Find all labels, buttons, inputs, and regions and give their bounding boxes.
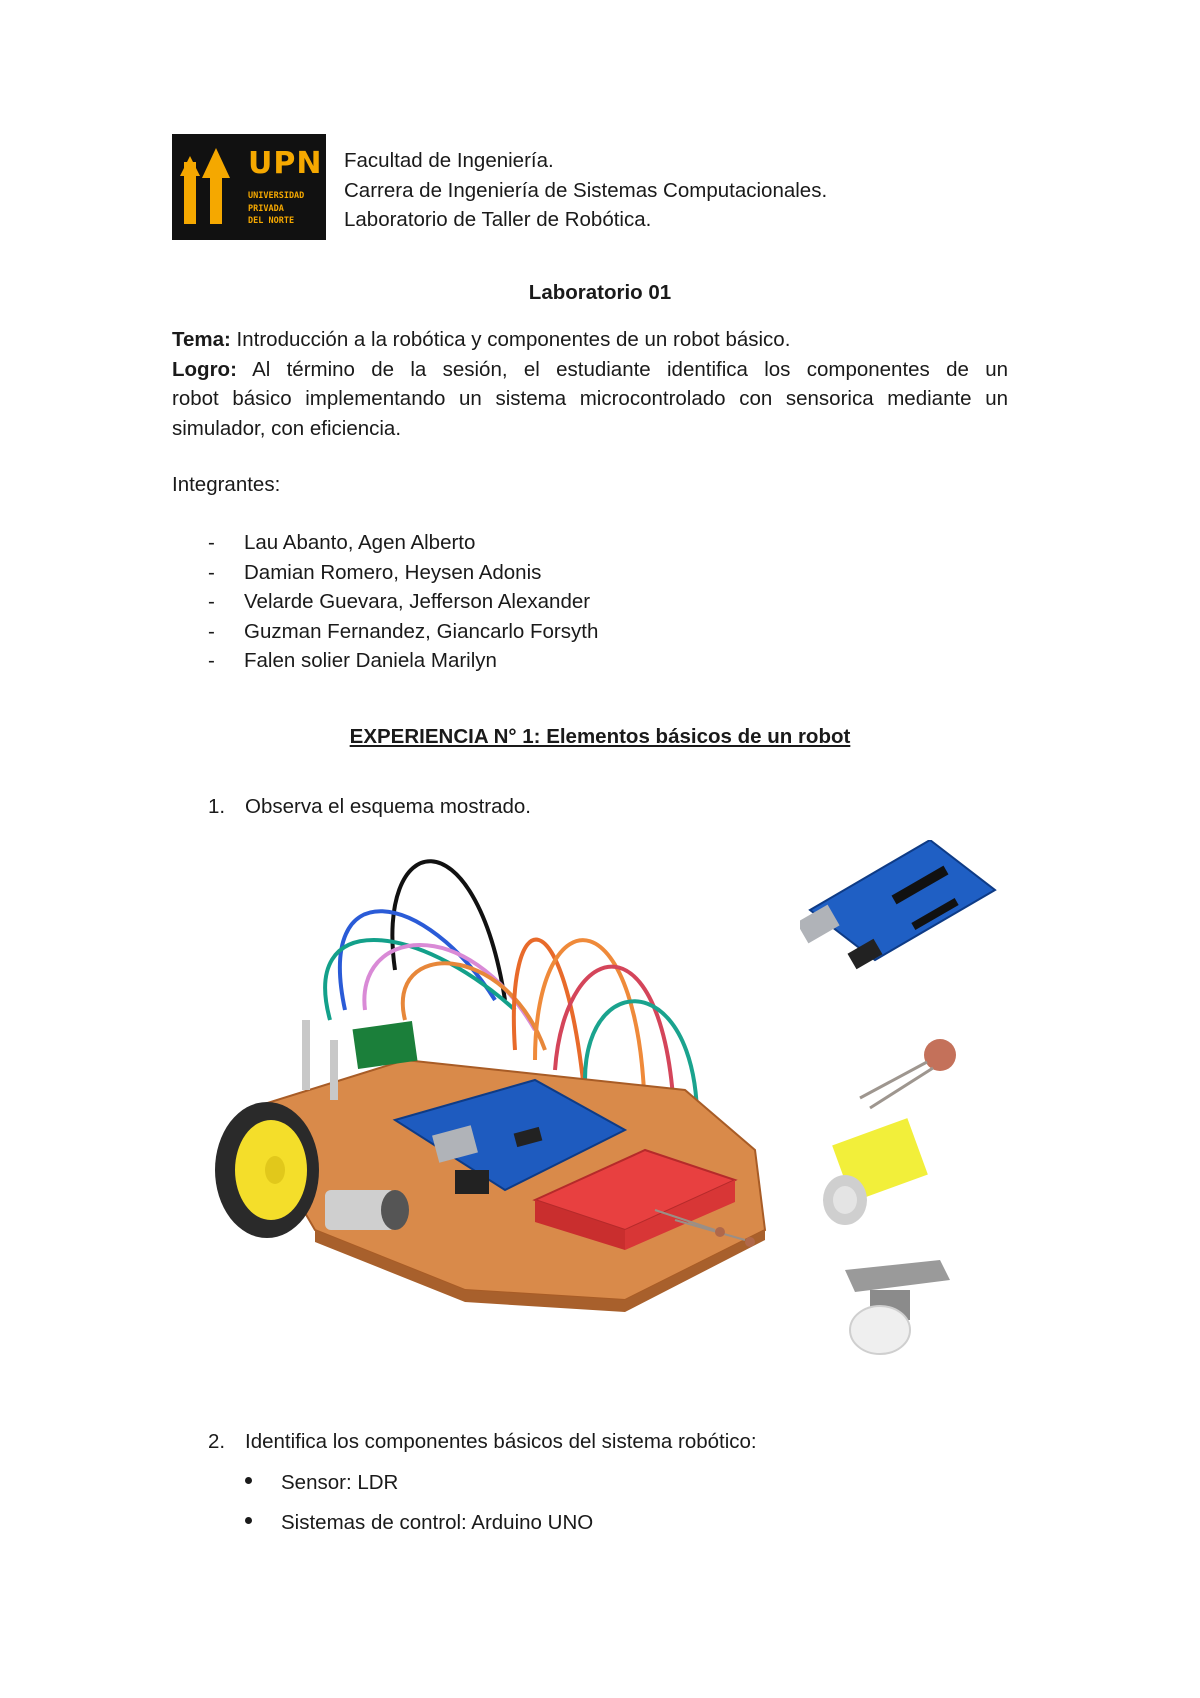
dc-gear-motor-image <box>823 1118 928 1225</box>
tema-label: Tema: <box>172 328 231 351</box>
tema-line <box>172 325 1008 355</box>
career-line: Carrera de Ingeniería de Sistemas Computacionales. <box>344 178 828 202</box>
step-1: 1. Observa el esquema mostrado. <box>208 795 531 818</box>
logro-line-1: Logro: Al término de la sesión, el estudiante identifica los componentes de un <box>172 357 1008 381</box>
tema-text: Introducción a la robótica y componentes de un robot básico. <box>230 328 791 351</box>
lab-title: Laboratorio 01 <box>528 281 672 304</box>
lab-line: Laboratorio de Taller de Robótica. <box>344 208 652 231</box>
logro-label: Logro: <box>172 357 237 381</box>
upn-logo <box>172 134 326 240</box>
logro-line-3: simulador, con eficiencia. <box>172 416 402 440</box>
bullet-icon <box>245 1477 252 1484</box>
document-header <box>344 146 827 235</box>
component-images <box>800 840 1000 1360</box>
logo-brand: UPN <box>248 146 323 181</box>
upn-arrow-icon <box>180 148 242 228</box>
ldr-sensor-image <box>860 1039 956 1108</box>
bullet-icon <box>245 1517 252 1524</box>
objective-section <box>172 325 1008 443</box>
arduino-uno-image <box>800 840 995 969</box>
caster-wheel-image <box>845 1260 950 1354</box>
step-2: 2. Identifica los componentes básicos del sistema robótico: <box>208 1430 757 1453</box>
faculty-line: Facultad de Ingeniería. <box>344 149 554 172</box>
robot-car-image <box>205 830 795 1370</box>
logro-line-2: robot básico implementando un sistema microcontrolado con sensorica mediante un <box>172 387 1008 410</box>
logo-subtitle: UNIVERSIDAD PRIVADA DEL NORTE <box>248 191 305 226</box>
integrantes-label: Integrantes: <box>172 473 281 496</box>
experience-title: EXPERIENCIA N° 1: Elementos básicos de un robot <box>349 725 851 748</box>
